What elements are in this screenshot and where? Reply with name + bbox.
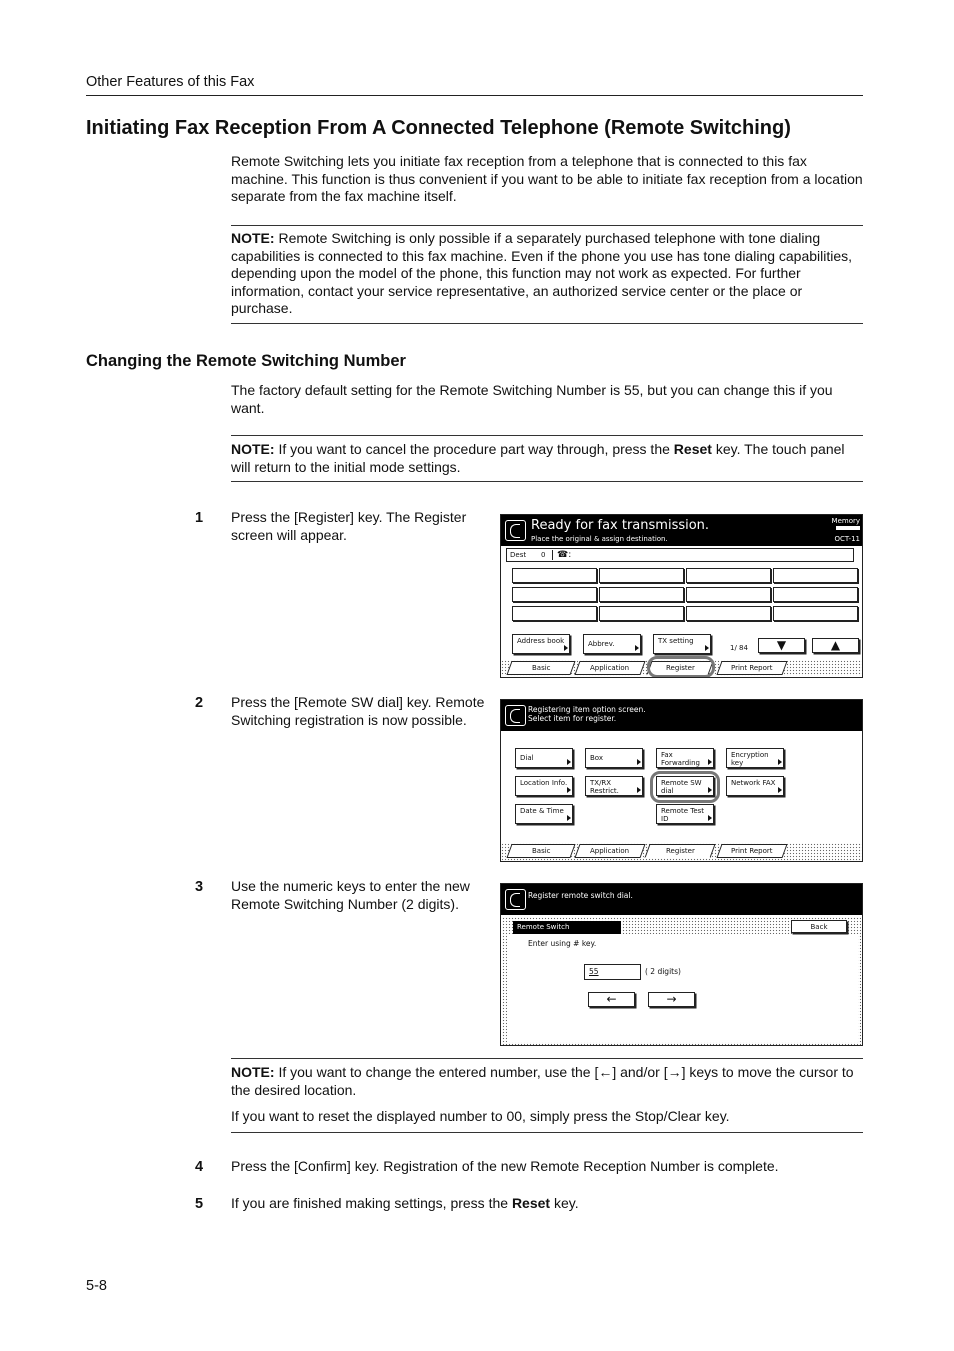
tx-setting-button[interactable]: TX setting: [653, 634, 711, 654]
tab-label: Print Report: [731, 847, 773, 855]
tab-print-report[interactable]: [716, 661, 787, 675]
step-number: 5: [195, 1196, 204, 1212]
fax-icon: [505, 889, 526, 910]
memory-bar: [836, 526, 860, 530]
tab-print-report[interactable]: [716, 844, 787, 858]
location-info-button[interactable]: Location Info.: [515, 776, 573, 796]
note-label: NOTE:: [231, 230, 275, 246]
tab-basic[interactable]: [506, 844, 575, 858]
memory-label: Memory: [831, 517, 860, 525]
screen-title-bar: [501, 700, 862, 731]
note-text: If you want to change the entered number, use the [←] and/or [→] keys to move the cursor to the desired location.: [231, 1064, 854, 1098]
fax-icon: [505, 520, 526, 541]
date-label: OCT-11: [834, 535, 860, 543]
remote-switch-number-input[interactable]: 55: [584, 964, 641, 980]
step-text: Press the [Confirm] key. Registration of the new Remote Reception Number is complete.: [231, 1158, 779, 1174]
screen-title: Register remote switch dial.: [528, 891, 633, 900]
dest-count: 0: [541, 551, 546, 559]
step-number: 3: [195, 879, 204, 895]
destination-bar: [506, 548, 854, 562]
intro-paragraph: Remote Switching lets you initiate fax reception from a telephone that is connected to this fax machine. This function is thus convenient if you want to be able to initiate fax reception from a location separate from the fax machine itself.: [231, 153, 863, 205]
tab-label: Basic: [531, 664, 551, 672]
step-number: 4: [195, 1159, 204, 1175]
fax-icon: [505, 705, 526, 726]
network-fax-button[interactable]: Network FAX: [726, 776, 784, 796]
tab-label: Basic: [531, 847, 551, 855]
note-label: NOTE:: [231, 441, 275, 457]
cursor-right-button[interactable]: [648, 992, 695, 1007]
one-touch-key[interactable]: [773, 568, 858, 583]
abbrev-button[interactable]: Abbrev.: [583, 634, 641, 654]
tab-register[interactable]: [644, 844, 715, 858]
phone-icon: ☎:: [557, 550, 572, 560]
tab-application[interactable]: [574, 661, 645, 675]
tab-label: Application: [590, 664, 630, 672]
remote-switch-screen: [500, 883, 863, 1046]
note-text: Remote Switching is only possible if a separately purchased telephone with tone dialing capabilities is connected to this fax machine. Even if the phone you use has tone dialing capabilities, depending upon the model of the phone, this function may not work as expected. For further information, contact your service representative, an authorized service center or the place or purchase.: [231, 230, 853, 317]
step-text-part: key.: [550, 1195, 579, 1211]
note-cancel: [231, 435, 863, 482]
remote-sw-dial-button[interactable]: Remote SW dial: [656, 776, 714, 796]
dest-label: Dest: [510, 551, 527, 559]
screen-title: Ready for fax transmission.: [531, 518, 710, 533]
screen-title-bar: [501, 515, 862, 546]
note-text: key. The touch panel will return to the initial mode settings.: [231, 441, 845, 475]
one-touch-key[interactable]: [599, 587, 684, 602]
fax-forwarding-button[interactable]: Fax Forwarding: [656, 748, 714, 768]
scroll-up-button[interactable]: ▲: [812, 638, 859, 653]
date-time-button[interactable]: Date & Time: [515, 804, 573, 824]
reset-key-label: Reset: [511, 1195, 551, 1211]
scroll-down-button[interactable]: ▼: [758, 638, 805, 653]
remote-sw-highlight: [650, 771, 720, 803]
one-touch-key[interactable]: [512, 568, 597, 583]
page-indicator: 1/ 84: [730, 644, 748, 652]
one-touch-key[interactable]: [599, 606, 684, 621]
one-touch-key[interactable]: [599, 568, 684, 583]
tab-basic[interactable]: [506, 661, 575, 675]
one-touch-key[interactable]: [686, 606, 771, 621]
cursor-left-button[interactable]: [588, 992, 635, 1007]
reset-key-label: Reset: [673, 441, 712, 457]
step-number: 1: [195, 510, 204, 526]
one-touch-key[interactable]: [686, 587, 771, 602]
step-text: [231, 1195, 863, 1213]
register-screen: [500, 514, 863, 678]
tab-label: Register: [665, 664, 695, 672]
step-text-part: If you are finished making settings, press the: [231, 1195, 512, 1211]
note-remote-switching: [231, 225, 863, 324]
section-intro: The factory default setting for the Remote Switching Number is 55, but you can change this if you want.: [231, 382, 833, 416]
tx-rx-restrict-button[interactable]: TX/RX Restrict.: [585, 776, 643, 796]
one-touch-key[interactable]: [686, 568, 771, 583]
divider: [552, 550, 553, 560]
register-tab-highlight: [647, 656, 715, 678]
instruction-text: Enter using # key.: [528, 939, 597, 948]
one-touch-key[interactable]: [773, 587, 858, 602]
screen-subtitle: Place the original & assign destination.: [531, 535, 668, 543]
back-button[interactable]: Back: [791, 920, 847, 933]
tab-label: Print Report: [731, 664, 773, 672]
one-touch-key[interactable]: [512, 606, 597, 621]
step-text: Press the [Remote SW dial] key. Remote Switching registration is now possible.: [231, 694, 485, 728]
dial-button[interactable]: Dial: [515, 748, 573, 768]
tab-label: Register: [665, 847, 695, 855]
digits-hint: ( 2 digits): [645, 967, 681, 976]
encryption-key-button[interactable]: Encryption key: [726, 748, 784, 768]
box-button[interactable]: Box: [585, 748, 643, 768]
one-touch-key[interactable]: [512, 587, 597, 602]
tab-label: Application: [590, 847, 630, 855]
step-text: Press the [Register] key. The Register screen will appear.: [231, 509, 467, 543]
note-cursor: [231, 1058, 863, 1133]
tab-bar: [501, 843, 862, 861]
screen-title-bar: [501, 884, 862, 915]
page-title: Initiating Fax Reception From A Connected Telephone (Remote Switching): [86, 117, 791, 139]
page-number: 5-8: [86, 1278, 107, 1294]
remote-switch-label: Remote Switch: [513, 921, 621, 934]
tab-application[interactable]: [574, 844, 645, 858]
register-item-screen: [500, 699, 863, 862]
address-book-button[interactable]: Address book: [512, 634, 570, 654]
note-paragraph: If you want to reset the displayed number to 00, simply press the Stop/Clear key.: [231, 1108, 730, 1125]
remote-test-id-button[interactable]: Remote Test ID: [656, 804, 714, 824]
right-arrow-icon: →: [666, 992, 677, 1006]
one-touch-key[interactable]: [773, 606, 858, 621]
step-number: 2: [195, 695, 204, 711]
content-area: [507, 934, 858, 1042]
note-label: NOTE:: [231, 1064, 275, 1080]
section-title: Changing the Remote Switching Number: [86, 352, 406, 370]
note-paragraph: [231, 1064, 863, 1099]
page-header: Other Features of this Fax: [86, 74, 863, 96]
note-text: If you want to cancel the procedure part way through, press the: [274, 441, 674, 457]
left-arrow-icon: ←: [606, 992, 617, 1006]
screen-title: Registering item option screen.: [528, 705, 646, 714]
step-text: Use the numeric keys to enter the new Remote Switching Number (2 digits).: [231, 878, 470, 912]
screen-subtitle: Select item for register.: [528, 714, 617, 723]
